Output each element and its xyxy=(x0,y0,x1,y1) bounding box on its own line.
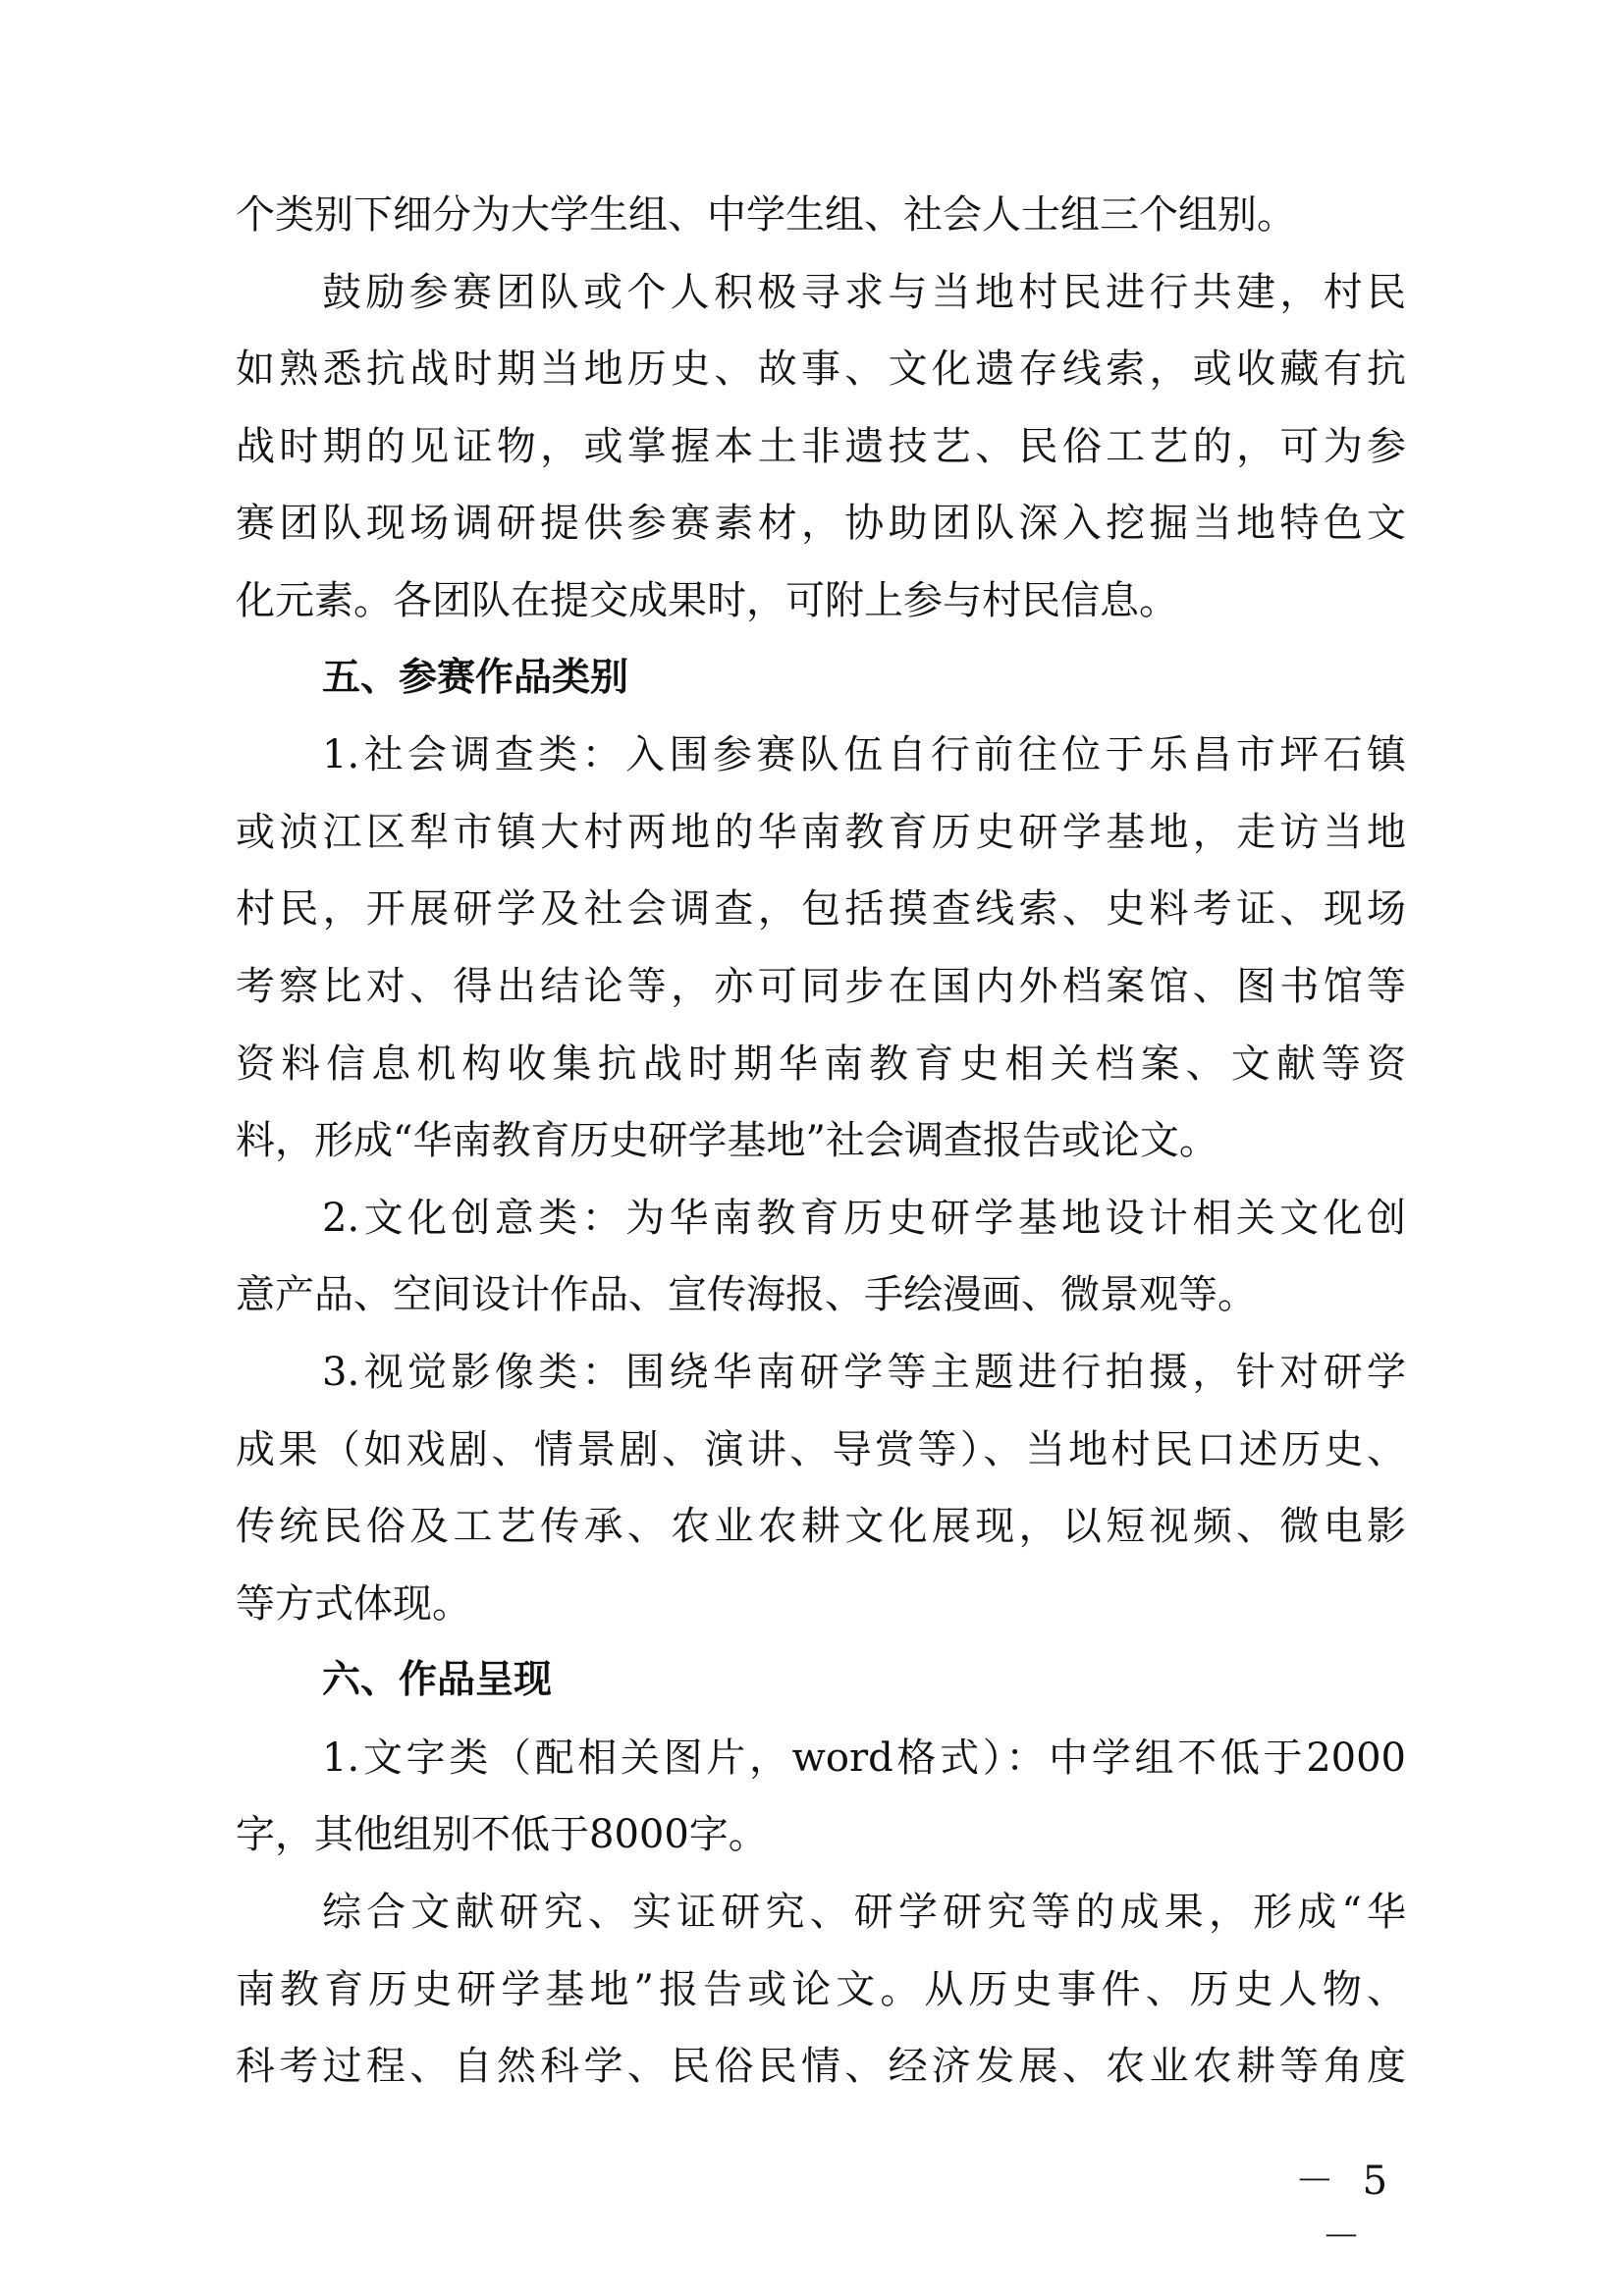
paragraph-line: 传统民俗及工艺传承、农业农耕文化展现，以短视频、微电影 xyxy=(236,1504,1406,1550)
paragraph-line: 等方式体现。 xyxy=(236,1580,471,1627)
paragraph-line: 鼓励参赛团队或个人积极寻求与当地村民进行共建，村民 xyxy=(322,269,1406,315)
paragraph-line: 3.视觉影像类：围绕华南研学等主题进行拍摄，针对研学 xyxy=(322,1349,1406,1395)
paragraph-line: 科考过程、自然科学、民俗民情、经济发展、农业农耕等角度 xyxy=(236,2044,1406,2090)
paragraph-line: 综合文献研究、实证研究、研学研究等的成果，形成“华 xyxy=(322,1890,1406,1936)
paragraph-line: 赛团队现场调研提供参赛素材，协助团队深入挖掘当地特色文 xyxy=(236,501,1406,547)
section-heading: 五、参赛作品类别 xyxy=(322,655,629,700)
paragraph-line: 个类别下细分为大学生组、中学生组、社会人士组三个组别。 xyxy=(236,192,1296,238)
paragraph-line: 字，其他组别不低于8000字。 xyxy=(236,1812,768,1858)
paragraph-line: 战时期的见证物，或掌握本土非遗技艺、民俗工艺的，可为参 xyxy=(236,423,1406,469)
paragraph-line: 或浈江区犁市镇大村两地的华南教育历史研学基地，走访当地 xyxy=(236,809,1406,855)
paragraph-line: 南教育历史研学基地”报告或论文。从历史事件、历史人物、 xyxy=(236,1966,1406,2012)
paragraph-line: 料，形成“华南教育历史研学基地”社会调查报告或论文。 xyxy=(236,1118,1218,1164)
paragraph-line: 成果（如戏剧、情景剧、演讲、导赏等）、当地村民口述历史、 xyxy=(236,1426,1406,1472)
paragraph-line: 资料信息机构收集抗战时期华南教育史相关档案、文献等资 xyxy=(236,1041,1406,1087)
paragraph-line: 2.文化创意类：为华南教育历史研学基地设计相关文化创 xyxy=(322,1195,1406,1241)
paragraph-line: 如熟悉抗战时期当地历史、故事、文化遗存线索，或收藏有抗 xyxy=(236,347,1406,393)
section-heading: 六、作品呈现 xyxy=(322,1658,553,1703)
paragraph-line: 1.文字类（配相关图片，word格式）：中学组不低于2000 xyxy=(322,1735,1406,1781)
paragraph-line: 化元素。各团队在提交成果时，可附上参与村民信息。 xyxy=(236,577,1178,623)
page-number: － 5 － xyxy=(1294,2159,1396,2260)
paragraph-line: 考察比对、得出结论等，亦可同步在国内外档案馆、图书馆等 xyxy=(236,963,1406,1009)
document-body xyxy=(236,177,1406,2106)
paragraph-line: 意产品、空间设计作品、宣传海报、手绘漫画、微景观等。 xyxy=(236,1272,1257,1318)
paragraph-line: 1.社会调查类：入围参赛队伍自行前往位于乐昌市坪石镇 xyxy=(322,732,1406,778)
paragraph-line: 村民，开展研学及社会调查，包括摸查线索、史料考证、现场 xyxy=(236,886,1406,933)
